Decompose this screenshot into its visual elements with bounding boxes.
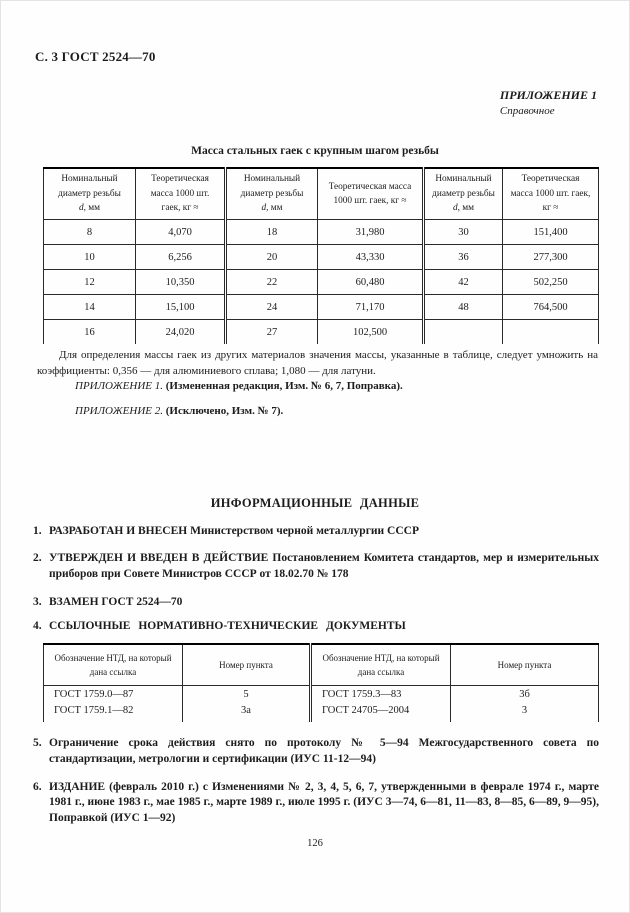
- mass-table-title: Масса стальных гаек с крупным шагом резьбы: [191, 145, 439, 157]
- table-row: [44, 686, 599, 705]
- info-section-title: ИНФОРМАЦИОННЫЕ ДАННЫЕ: [210, 496, 420, 510]
- col-header-clause: Номер пункта: [183, 644, 311, 686]
- table-row: [44, 245, 599, 270]
- col-header-diameter: [44, 168, 136, 220]
- table-row: [44, 220, 599, 245]
- table-cell: 36: [424, 245, 503, 270]
- table-cell: 24: [226, 295, 318, 320]
- table-cell: 71,170: [318, 295, 424, 320]
- table-cell: 12: [44, 270, 136, 295]
- col-header-ntd: Обозначение НТД, на который дана ссылка: [44, 644, 183, 686]
- appendix-note-text: (Измененная редакция, Изм. № 6, 7, Поправка).: [165, 380, 403, 392]
- table-cell: ГОСТ 1759.3—83: [311, 686, 451, 705]
- diameter-symbol: d: [452, 203, 458, 214]
- table-cell: 14: [44, 295, 136, 320]
- note-paragraph: Для определения массы гаек из других материалов значения массы, указанные в таблице, следует умножить на коэффициенты: 0,356 — для алюминиевого сплава; 1,080 — для латуни.: [37, 349, 598, 377]
- item-number: 4.: [33, 620, 42, 633]
- item-text: ВЗАМЕН ГОСТ 2524—70: [49, 595, 183, 608]
- table-cell: 5: [183, 686, 311, 705]
- appendix-note-2: [75, 405, 283, 417]
- table-cell: 31,980: [318, 220, 424, 245]
- item-number: 3.: [33, 595, 42, 608]
- diameter-symbol: d: [78, 203, 84, 214]
- table-cell: 15,100: [136, 295, 226, 320]
- table-cell: 20: [226, 245, 318, 270]
- item-text: УТВЕРЖДЕН И ВВЕДЕН В ДЕЙСТВИЕ Постановлением Комитета стандартов, мер и измерительных приборов при Совете Министров СССР от 18.02.70 № 178: [49, 552, 599, 580]
- table-cell: 24,020: [136, 320, 226, 345]
- table-row: [44, 320, 599, 345]
- mass-table-header-row: [44, 168, 599, 220]
- page-header: С. 3 ГОСТ 2524—70: [35, 49, 156, 64]
- col-header-mass: Теоретическая масса 1000 шт. гаек, кг ≈: [503, 168, 599, 220]
- table-row: [44, 295, 599, 320]
- diameter-unit: , мм: [457, 203, 475, 214]
- col-header-diameter: [424, 168, 503, 220]
- col-header-clause: Номер пункта: [451, 644, 599, 686]
- diameter-unit: , мм: [83, 203, 101, 214]
- appendix-note-1: [75, 380, 403, 392]
- item-number: 1.: [33, 525, 42, 537]
- table-cell: 277,300: [503, 245, 599, 270]
- mass-table: [43, 167, 599, 344]
- table-cell: [503, 320, 599, 345]
- item-text: РАЗРАБОТАН И ВНЕСЕН Министерством черной металлургии СССР: [49, 525, 419, 537]
- table-cell: 27: [226, 320, 318, 345]
- table-cell: ГОСТ 1759.0—87: [44, 686, 183, 705]
- reference-table: [43, 643, 599, 722]
- diameter-symbol: d: [261, 203, 267, 214]
- col-header-mass: Теоретическая масса 1000 шт. гаек, кг ≈: [136, 168, 226, 220]
- item-text: Ограничение срока действия снято по протоколу № 5—94 Межгосударственного совета по стандартизации, метрологии и сертификации (ИУС 11-12—94): [49, 737, 599, 765]
- appendix-note-label: ПРИЛОЖЕНИЕ 1.: [75, 380, 163, 392]
- table-cell: [424, 320, 503, 345]
- table-cell: 43,330: [318, 245, 424, 270]
- col-header-diameter: [226, 168, 318, 220]
- table-cell: 6,256: [136, 245, 226, 270]
- table-cell: 151,400: [503, 220, 599, 245]
- item-number: 2.: [33, 552, 42, 565]
- info-item-5: [33, 736, 599, 767]
- table-cell: 48: [424, 295, 503, 320]
- table-cell: 502,250: [503, 270, 599, 295]
- info-item-4: [33, 619, 599, 634]
- table-cell: 764,500: [503, 295, 599, 320]
- table-cell: 30: [424, 220, 503, 245]
- info-item-2: [33, 551, 599, 582]
- table-cell: 3: [451, 704, 599, 722]
- col-header-mass: Теоретическая масса 1000 шт. гаек, кг ≈: [318, 168, 424, 220]
- table-row: [44, 704, 599, 722]
- info-section: [33, 524, 599, 838]
- table-cell: 16: [44, 320, 136, 345]
- col-header-ntd: Обозначение НТД, на который дана ссылка: [311, 644, 451, 686]
- table-cell: 10: [44, 245, 136, 270]
- table-cell: 3а: [183, 704, 311, 722]
- appendix-note-text: (Исключено, Изм. № 7).: [165, 405, 284, 417]
- info-item-1: [33, 524, 599, 539]
- table-cell: 22: [226, 270, 318, 295]
- ref-table-header-row: [44, 644, 599, 686]
- diameter-unit: , мм: [266, 203, 283, 214]
- item-text: ИЗДАНИЕ (февраль 2010 г.) с Изменениями № 2, 3, 4, 5, 6, 7, утвержденными в феврале 1974 г., марте 1981 г., июне 1983 г., мае 1985 г., марте 1989 г., июле 1995 г. (ИУС 3—74, 6—81, 11—83, 8—85, 6—89, 9—95), Поправкой (ИУС 1—92): [49, 780, 599, 824]
- col-header-diameter-text: Номинальный диаметр резьбы: [240, 174, 304, 199]
- table-cell: ГОСТ 1759.1—82: [44, 704, 183, 722]
- table-cell: 60,480: [318, 270, 424, 295]
- table-row: [44, 270, 599, 295]
- page-number: 126: [307, 838, 323, 849]
- table-cell: ГОСТ 24705—2004: [311, 704, 451, 722]
- info-item-6: [33, 780, 599, 826]
- table-cell: 18: [226, 220, 318, 245]
- table-cell: 8: [44, 220, 136, 245]
- appendix-note-label: ПРИЛОЖЕНИЕ 2.: [75, 405, 163, 417]
- table-cell: 4,070: [136, 220, 226, 245]
- item-text: ССЫЛОЧНЫЕ НОРМАТИВНО-ТЕХНИЧЕСКИЕ ДОКУМЕНТЫ: [49, 620, 406, 633]
- item-number: 5.: [33, 737, 42, 750]
- table-cell: 42: [424, 270, 503, 295]
- appendix-subtitle: Справочное: [499, 105, 555, 117]
- col-header-diameter-text: Номинальный диаметр резьбы: [58, 174, 121, 199]
- item-number: 6.: [33, 780, 42, 793]
- table-cell: 102,500: [318, 320, 424, 345]
- appendix-block: [500, 88, 597, 117]
- col-header-diameter-text: Номинальный диаметр резьбы: [432, 174, 495, 199]
- info-item-3: [33, 595, 599, 610]
- table-cell: 3б: [451, 686, 599, 705]
- appendix-label: ПРИЛОЖЕНИЕ 1: [499, 88, 597, 102]
- table-cell: 10,350: [136, 270, 226, 295]
